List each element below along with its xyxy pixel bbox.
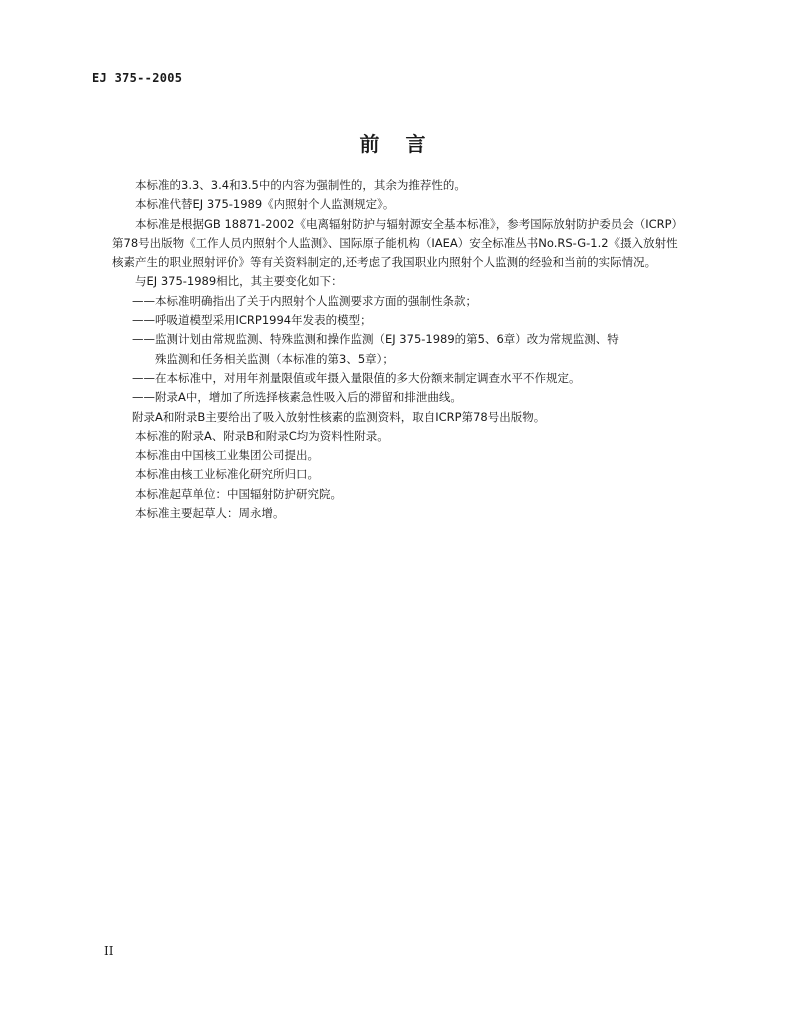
paragraph: 附录A和附录B主要给出了吸入放射性核素的监测资料，取自ICRP第78号出版物。: [132, 409, 546, 424]
paragraph: 本标准由中国核工业集团公司提出。: [135, 448, 319, 463]
paragraph: 本标准由核工业标准化研究所归口。: [135, 467, 319, 482]
list-item: ——附录A中，增加了所选择核素急性吸入后的滞留和排泄曲线。: [132, 390, 462, 405]
paragraph: 本标准的附录A、附录B和附录C均为资料性附录。: [135, 428, 389, 443]
page-title: 前言: [359, 132, 452, 156]
document-code: EJ 375--2005: [92, 71, 183, 85]
paragraph: 本标准代替EJ 375-1989《内照射个人监测规定》。: [135, 197, 395, 212]
page-number: II: [104, 944, 114, 958]
paragraph: 本标准是根据GB 18871-2002《电离辐射防护与辐射源安全基本标准》，参考国际放射防护委员会（ICRP）第78号出版物《工作人员内照射个人监测》、国际原子能机构（IAEA）安全标准丛书No.RS-G-1.2《摄入放射性核素产生的职业照射评价》等有关资料制定的,还考虑了我国职业内照射个人监测的经验和当前的实际情况。: [112, 216, 678, 270]
paragraph: 本标准的3.3、3.4和3.5中的内容为强制性的，其余为推荐性的。: [135, 178, 466, 192]
list-item: ——监测计划由常规监测、特殊监测和操作监测（EJ 375-1989的第5、6章）改为常规监测、特: [132, 332, 619, 347]
paragraph: 本标准主要起草人：周永增。: [135, 506, 285, 521]
list-item: ——呼吸道模型采用ICRP1994年发表的模型；: [132, 313, 372, 328]
paragraph: 本标准起草单位：中国辐射防护研究院。: [135, 486, 342, 501]
paragraph: 与EJ 375-1989相比，其主要变化如下：: [135, 274, 343, 289]
list-item-continuation: 殊监测和任务相关监测（本标准的第3、5章）；: [155, 351, 394, 366]
list-item: ——本标准明确指出了关于内照射个人监测要求方面的强制性条款；: [132, 293, 477, 308]
list-item: ——在本标准中，对用年剂量限值或年摄入量限值的多大份额来制定调查水平不作规定。: [132, 370, 581, 385]
foreword-body: [112, 176, 682, 523]
